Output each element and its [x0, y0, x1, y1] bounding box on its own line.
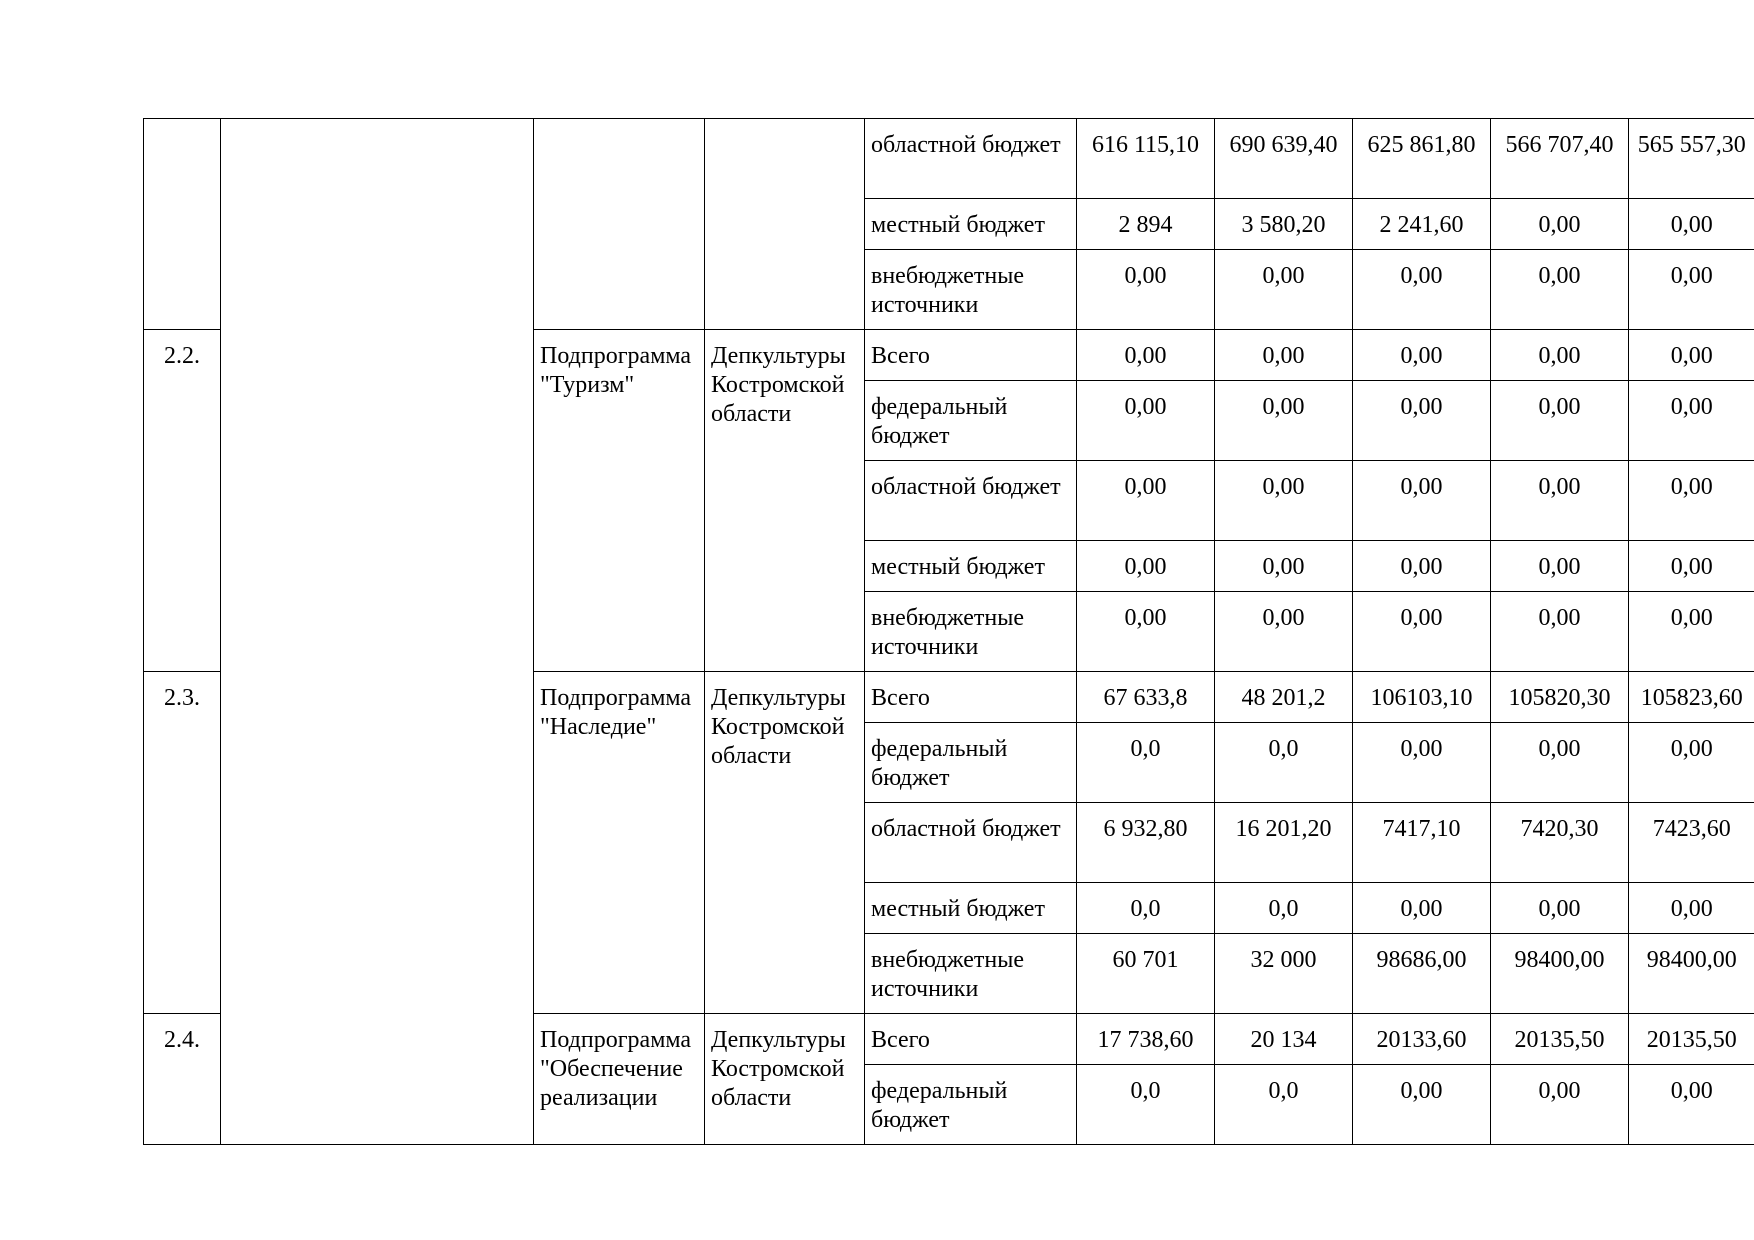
- source-cell: Всего: [865, 330, 1077, 381]
- value-cell: 0,00: [1629, 592, 1754, 672]
- value-cell: 0,00: [1077, 592, 1215, 672]
- value-cell: 0,00: [1215, 541, 1353, 592]
- section-number: 2.3.: [144, 672, 221, 1014]
- value-cell: 0,00: [1353, 592, 1491, 672]
- source-cell: Всего: [865, 672, 1077, 723]
- value-cell: 0,00: [1077, 381, 1215, 461]
- value-cell: 625 861,80: [1353, 119, 1491, 199]
- value-cell: 0,00: [1491, 330, 1629, 381]
- source-cell: внебюджетные источники: [865, 250, 1077, 330]
- source-cell: федеральный бюджет: [865, 381, 1077, 461]
- number-cell-empty: [144, 119, 221, 330]
- value-cell: 690 639,40: [1215, 119, 1353, 199]
- value-cell: 106103,10: [1353, 672, 1491, 723]
- source-cell: местный бюджет: [865, 199, 1077, 250]
- value-cell: 2 241,60: [1353, 199, 1491, 250]
- value-cell: 20135,50: [1491, 1014, 1629, 1065]
- value-cell: 0,00: [1491, 461, 1629, 541]
- executor-name: Депкультуры Костромской области: [705, 1014, 865, 1145]
- value-cell: 0,00: [1353, 330, 1491, 381]
- value-cell: 0,0: [1077, 883, 1215, 934]
- value-cell: 7417,10: [1353, 803, 1491, 883]
- value-cell: 0,00: [1353, 723, 1491, 803]
- value-cell: 60 701: [1077, 934, 1215, 1014]
- value-cell: 616 115,10: [1077, 119, 1215, 199]
- value-cell: 0,00: [1353, 883, 1491, 934]
- value-cell: 0,00: [1629, 199, 1754, 250]
- value-cell: 565 557,30: [1629, 119, 1754, 199]
- value-cell: 0,00: [1491, 381, 1629, 461]
- value-cell: 0,00: [1491, 1065, 1629, 1145]
- value-cell: 17 738,60: [1077, 1014, 1215, 1065]
- value-cell: 0,00: [1077, 461, 1215, 541]
- value-cell: 0,00: [1629, 541, 1754, 592]
- value-cell: 0,00: [1353, 1065, 1491, 1145]
- value-cell: 0,00: [1077, 330, 1215, 381]
- value-cell: 0,00: [1491, 723, 1629, 803]
- value-cell: 0,00: [1629, 461, 1754, 541]
- executor-cell-empty: [705, 119, 865, 330]
- table-row: [144, 119, 1754, 199]
- value-cell: 7420,30: [1491, 803, 1629, 883]
- executor-name: Депкультуры Костромской области: [705, 330, 865, 672]
- value-cell: 98400,00: [1629, 934, 1754, 1014]
- value-cell: 0,00: [1629, 723, 1754, 803]
- value-cell: 98686,00: [1353, 934, 1491, 1014]
- value-cell: 0,00: [1491, 250, 1629, 330]
- source-cell: местный бюджет: [865, 541, 1077, 592]
- value-cell: 0,00: [1629, 330, 1754, 381]
- value-cell: 0,00: [1491, 199, 1629, 250]
- value-cell: 3 580,20: [1215, 199, 1353, 250]
- value-cell: 0,00: [1491, 592, 1629, 672]
- source-cell: областной бюджет: [865, 461, 1077, 541]
- value-cell: 0,0: [1215, 1065, 1353, 1145]
- source-cell: внебюджетные источники: [865, 934, 1077, 1014]
- value-cell: 6 932,80: [1077, 803, 1215, 883]
- source-cell: областной бюджет: [865, 119, 1077, 199]
- value-cell: 0,00: [1629, 1065, 1754, 1145]
- source-cell: внебюджетные источники: [865, 592, 1077, 672]
- value-cell: 105820,30: [1491, 672, 1629, 723]
- value-cell: 2 894: [1077, 199, 1215, 250]
- source-cell: областной бюджет: [865, 803, 1077, 883]
- value-cell: 0,00: [1491, 541, 1629, 592]
- value-cell: 0,00: [1215, 461, 1353, 541]
- source-cell: федеральный бюджет: [865, 1065, 1077, 1145]
- section-number: 2.2.: [144, 330, 221, 672]
- value-cell: 0,0: [1215, 723, 1353, 803]
- value-cell: 105823,60: [1629, 672, 1754, 723]
- source-cell: местный бюджет: [865, 883, 1077, 934]
- value-cell: 98400,00: [1491, 934, 1629, 1014]
- source-cell: Всего: [865, 1014, 1077, 1065]
- subprogram-name: Подпрограмма "Туризм": [534, 330, 705, 672]
- value-cell: 0,00: [1077, 250, 1215, 330]
- value-cell: 0,0: [1077, 723, 1215, 803]
- budget-table: [143, 118, 1754, 1145]
- source-cell: федеральный бюджет: [865, 723, 1077, 803]
- value-cell: 20 134: [1215, 1014, 1353, 1065]
- value-cell: 0,00: [1353, 541, 1491, 592]
- value-cell: 0,0: [1077, 1065, 1215, 1145]
- value-cell: 566 707,40: [1491, 119, 1629, 199]
- value-cell: 48 201,2: [1215, 672, 1353, 723]
- subprogram-cell-empty: [534, 119, 705, 330]
- value-cell: 20135,50: [1629, 1014, 1754, 1065]
- value-cell: 0,00: [1215, 592, 1353, 672]
- value-cell: 0,00: [1077, 541, 1215, 592]
- name-cell-merged: [221, 119, 534, 1145]
- value-cell: 0,00: [1215, 381, 1353, 461]
- value-cell: 0,00: [1215, 250, 1353, 330]
- value-cell: 0,00: [1629, 883, 1754, 934]
- value-cell: 0,0: [1215, 883, 1353, 934]
- value-cell: 0,00: [1353, 461, 1491, 541]
- subprogram-name: Подпрограмма "Обеспечение реализации: [534, 1014, 705, 1145]
- section-number: 2.4.: [144, 1014, 221, 1145]
- value-cell: 0,00: [1629, 250, 1754, 330]
- value-cell: 16 201,20: [1215, 803, 1353, 883]
- value-cell: 0,00: [1629, 381, 1754, 461]
- subprogram-name: Подпрограмма "Наследие": [534, 672, 705, 1014]
- value-cell: 0,00: [1215, 330, 1353, 381]
- value-cell: 7423,60: [1629, 803, 1754, 883]
- value-cell: 0,00: [1491, 883, 1629, 934]
- executor-name: Депкультуры Костромской области: [705, 672, 865, 1014]
- value-cell: 20133,60: [1353, 1014, 1491, 1065]
- value-cell: 32 000: [1215, 934, 1353, 1014]
- value-cell: 0,00: [1353, 250, 1491, 330]
- value-cell: 67 633,8: [1077, 672, 1215, 723]
- value-cell: 0,00: [1353, 381, 1491, 461]
